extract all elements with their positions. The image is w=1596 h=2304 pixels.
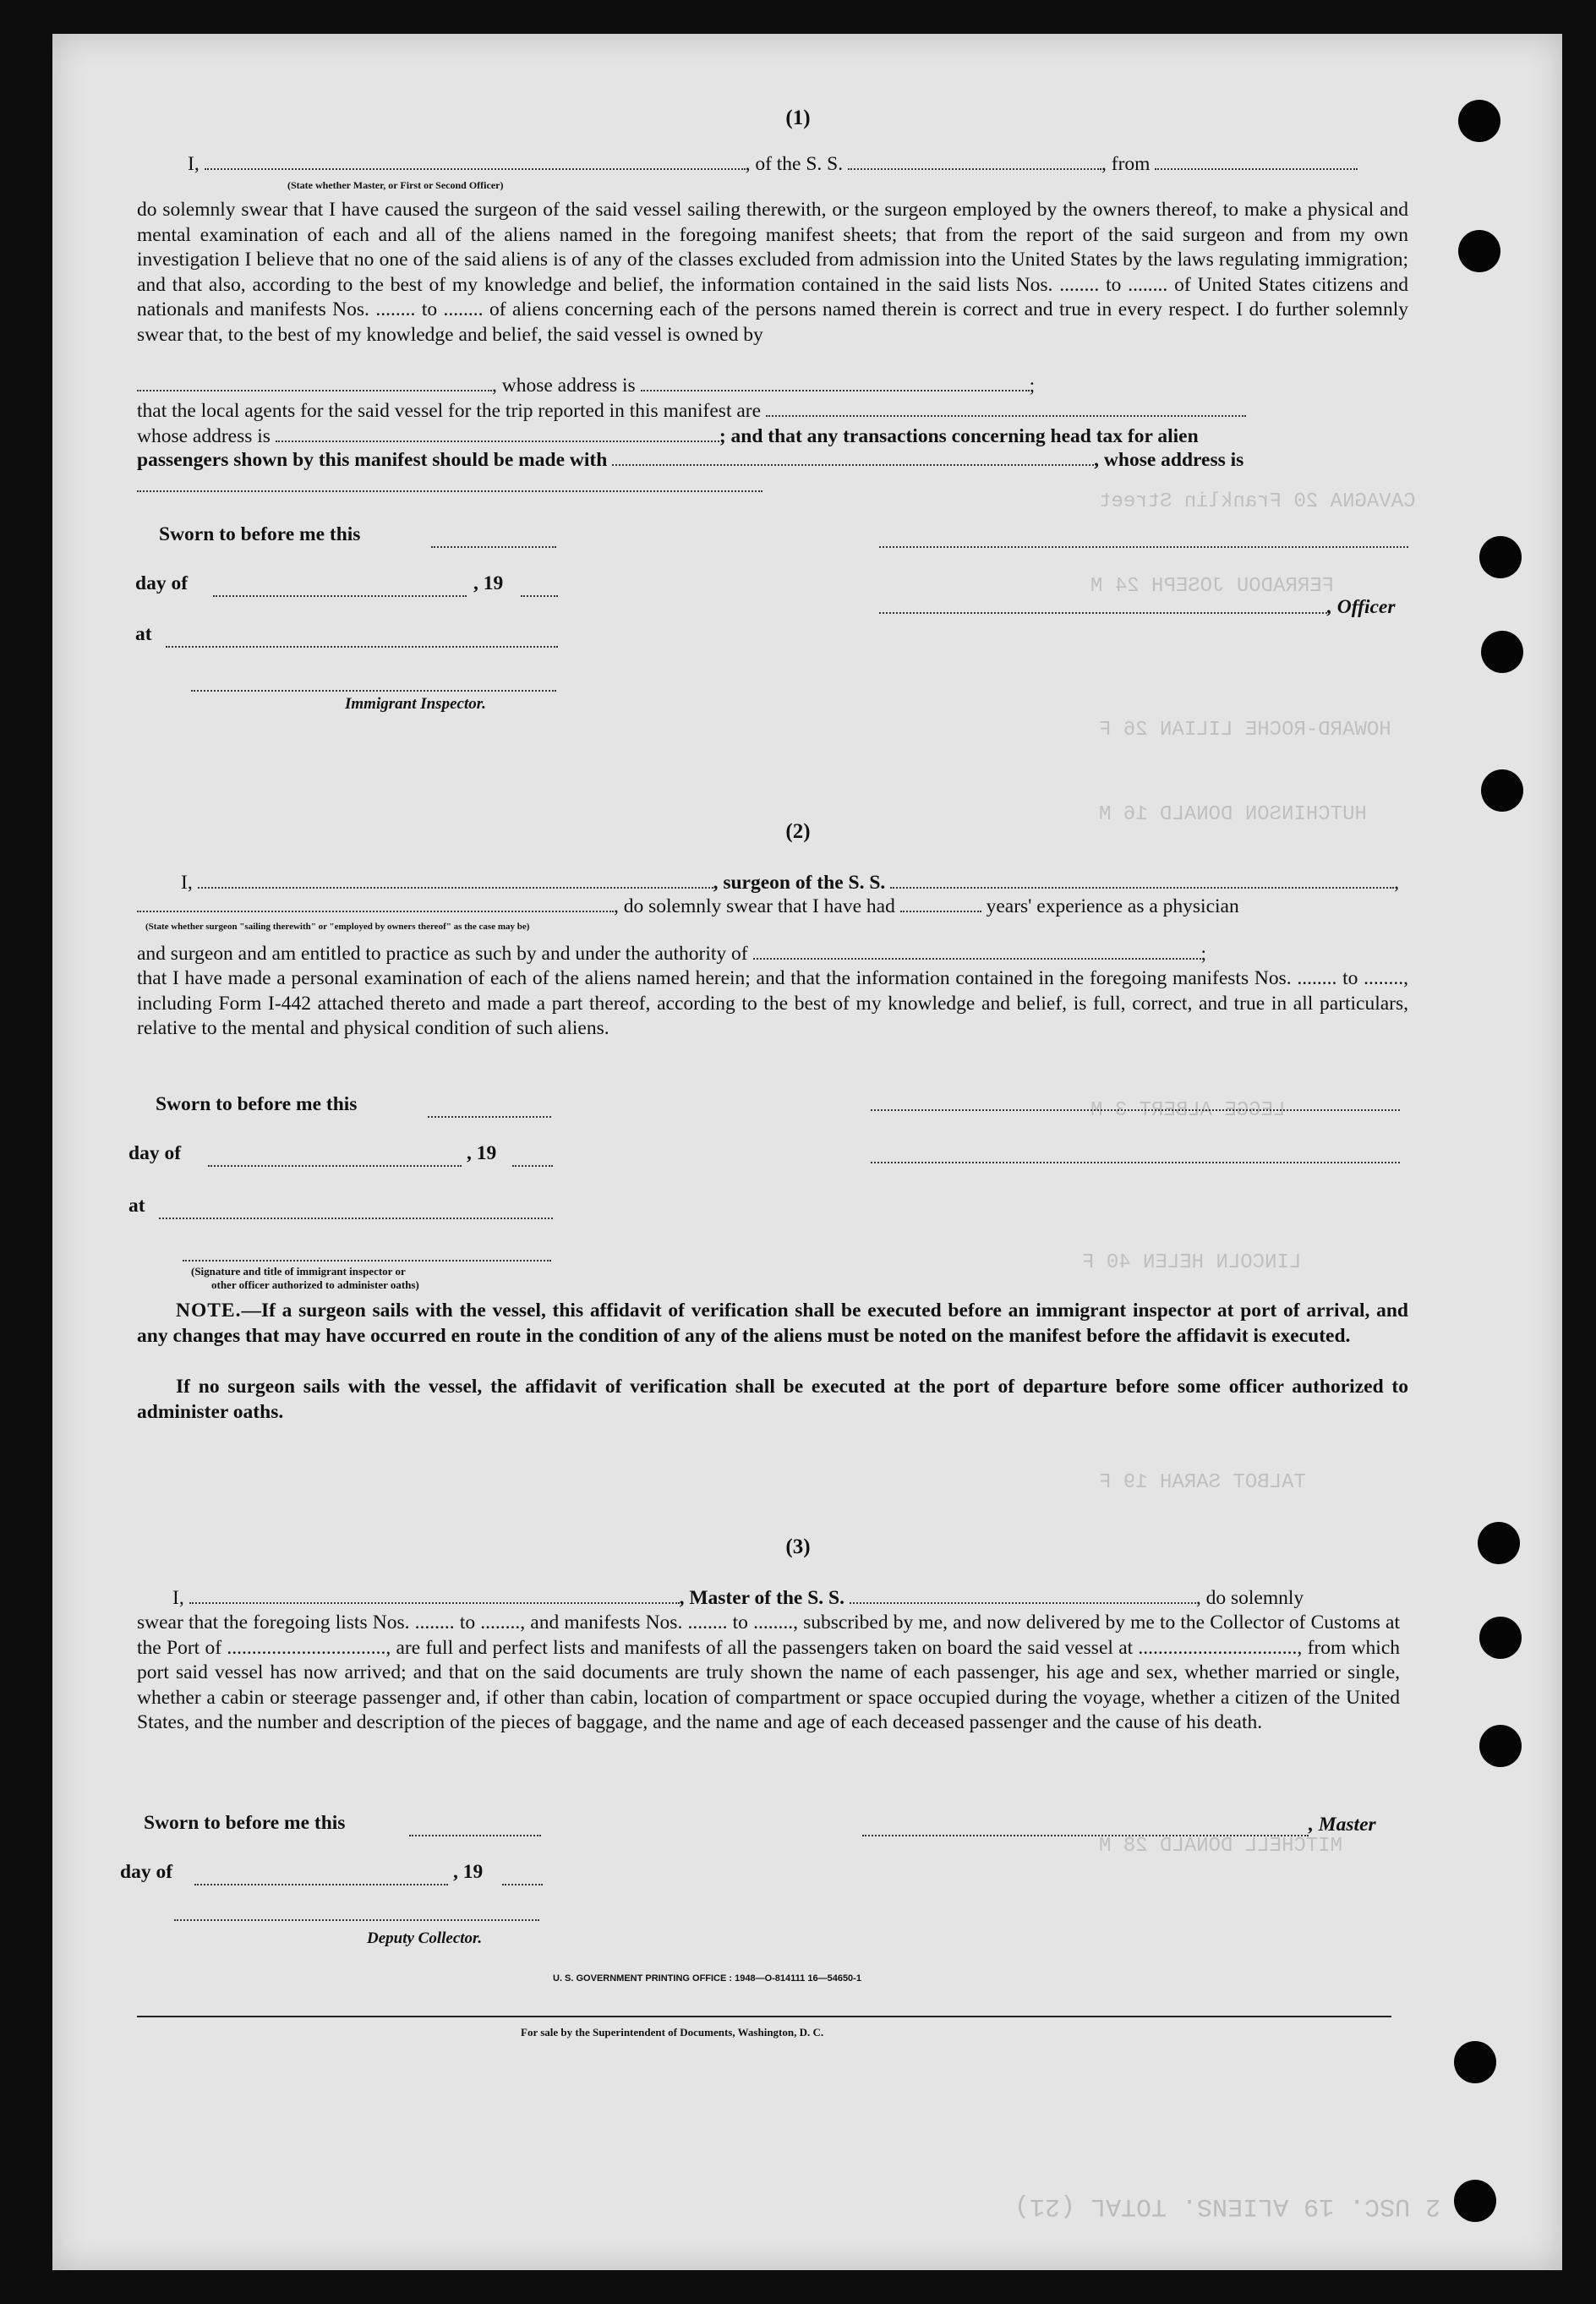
section-1-number: (1) (785, 107, 811, 129)
section-3-paragraph: swear that the foregoing lists Nos. ........ to ........, and manifests Nos. ........ to ........, subscribed by me, and now delivered by me to the Collector of Customs at the Port of ................................, are full and perfect lists and manifests of all the passengers taken on board the said vessel at ................................, from which port said vessel has now arrived; and that on the said documents are truly shown the name of each passenger, his age and sex, whether married or single, whether a cabin or steerage passenger and, if other than cabin, location of compartment or space occupied during the voyage, whether a citizen of the United States, and the number and description of the pieces of baggage, and the name and age of each deceased passenger and the cause of his death. (137, 1612, 1400, 1734)
role-note: (State whether Master, or First or Second Officer) (287, 179, 504, 191)
section-1-paragraph: do solemnly swear that I have caused the surgeon of the said vessel sailing therewith, or the surgeon employed by the owners thereof, to make a physical and mental examination of each and all of the aliens named in the foregoing manifest sheets; that from the report of the said surgeon and from my own investigation I believe that no one of the said aliens is of any of the classes excluded from admission into the United States by the laws regulating immigration; and that also, according to the best of my knowledge and belief, the information contained in the said lists Nos. ........ to ........ of United States citizens and nationals and manifests Nos. ........ to ........ of aliens concerning each of the persons named therein is correct and true in every respect. I do further solemnly swear that, to the best of my knowledge and belief, the said vessel is owned by (137, 199, 1408, 346)
officer-title-line[interactable] (879, 612, 1327, 614)
section-2-line-1: I, , surgeon of the S. S. , (181, 872, 1400, 894)
section-3-line-1: I, , Master of the S. S. , do solemnly (172, 1587, 1304, 1609)
head-tax-line: whose address is ; and that any transactions concerning head tax for alien (137, 425, 1199, 447)
authority-line: and surgeon and am entitled to practice as such by and under the authority of ; (137, 943, 1207, 965)
binder-hole (1479, 536, 1522, 578)
sig-note-1: (Signature and title of immigrant inspector or (191, 1265, 406, 1278)
oath-officer-signature-line[interactable] (183, 1260, 551, 1261)
binder-hole (1458, 230, 1500, 272)
day-of-3: day of (120, 1861, 173, 1883)
binder-hole (1479, 1725, 1522, 1767)
deputy-label: Deputy Collector. (367, 1929, 483, 1947)
master-signature-line[interactable] (862, 1835, 1309, 1836)
agents-address-field[interactable] (276, 441, 719, 442)
form-page (52, 34, 1562, 2270)
passengers-line: passengers shown by this manifest should be made with , whose address is (137, 449, 1244, 471)
footer-rule (137, 2016, 1391, 2017)
day-1-field[interactable] (213, 595, 467, 597)
at-2: at (128, 1195, 145, 1217)
bleed-through: HOWARD-ROCHE LILIAN 26 F (1099, 719, 1391, 742)
binder-hole (1454, 2180, 1496, 2222)
surgeon-name-field[interactable] (198, 887, 713, 889)
year-2-field[interactable] (512, 1165, 553, 1167)
note-paragraph-2: If no surgeon sails with the vessel, the affidavit of verification shall be executed at the port of departure before some officer authorized to administer oaths. (137, 1376, 1408, 1423)
years-experience-field[interactable] (900, 911, 981, 912)
bleed-through: LEGGE ALBERT 3 M (1090, 1099, 1286, 1122)
officer-label: , Officer (1327, 596, 1396, 618)
officer-signature-line[interactable] (879, 546, 1408, 548)
section-3-number: (3) (785, 1535, 811, 1558)
bleed-through: TALBOT SARAH 19 F (1099, 1471, 1306, 1494)
year-2: , 19 (467, 1142, 497, 1164)
agents-field[interactable] (766, 415, 1246, 417)
owner-field[interactable] (137, 390, 492, 391)
section-2-number: (2) (785, 820, 811, 843)
bleed-through: CAVAGNA 20 Franklin Street (1099, 490, 1416, 513)
sig-note-2: other officer authorized to administer oaths) (211, 1278, 419, 1291)
port-from-field[interactable] (1155, 168, 1358, 170)
surgeon-title-line[interactable] (871, 1162, 1400, 1163)
at-1: at (135, 623, 152, 645)
inspector-signature-line[interactable] (191, 690, 556, 692)
year-3-field[interactable] (502, 1884, 543, 1885)
section-2-paragraph: that I have made a personal examination of each of the aliens named herein; and that the information contained in the foregoing manifests Nos. ........ to ........, including Form I-442 attached thereto and made a part thereof, according to the best of my knowledge and belief, is full, correct, and true in all particulars, relative to the mental and physical condition of such aliens. (137, 967, 1408, 1040)
day-of-2: day of (128, 1142, 182, 1164)
ship-name-field[interactable] (848, 168, 1101, 170)
surgeon-ship-field[interactable] (890, 887, 1394, 889)
at-2-field[interactable] (159, 1218, 553, 1219)
sworn-3-field[interactable] (409, 1835, 541, 1836)
day-3-field[interactable] (194, 1884, 448, 1885)
bleed-through: HUTCHINSON DONALD 16 M (1099, 803, 1367, 826)
authority-field[interactable] (753, 958, 1201, 960)
binder-hole (1481, 769, 1523, 812)
officer-name-field[interactable] (205, 168, 746, 170)
binder-hole (1454, 2041, 1496, 2083)
sworn-2: Sworn to before me this (156, 1093, 358, 1115)
master-ship-field[interactable] (850, 1602, 1196, 1604)
year-1: , 19 (473, 572, 504, 594)
section-2-line-2: , do solemnly swear that I have had years' experience as a physician (137, 895, 1239, 920)
gpo-imprint: U. S. GOVERNMENT PRINTING OFFICE : 1948—O-814111 16—54650-1 (553, 1973, 861, 1984)
deputy-signature-line[interactable] (174, 1919, 539, 1921)
year-1-field[interactable] (521, 595, 558, 597)
day-2-field[interactable] (208, 1165, 462, 1167)
sworn-1: Sworn to before me this (159, 523, 361, 545)
bleed-through: FERRADOU JOSEPH 24 M (1090, 575, 1335, 598)
inspector-label: Immigrant Inspector. (345, 695, 486, 713)
head-tax-address-field[interactable] (137, 490, 762, 492)
surgeon-signature-line[interactable] (871, 1109, 1400, 1111)
section-1-line-1: I, , of the S. S. , from (188, 152, 1413, 178)
master-label: , Master (1309, 1814, 1376, 1836)
binder-hole (1479, 1617, 1522, 1659)
year-3: , 19 (453, 1861, 484, 1883)
owner-address-line: , whose address is ; (137, 374, 1408, 399)
bleed-through: MITCHELL DONALD 28 M (1099, 1835, 1343, 1858)
sworn-3: Sworn to before me this (144, 1812, 346, 1834)
day-of-1: day of (135, 572, 189, 594)
bottom-strip-text: 2 USC. 19 ALIENS. TOTAL (21) (1014, 2192, 1441, 2220)
note-paragraph-1: NOTE.—If a surgeon sails with the vessel, this affidavit of verification shall be executed before an immigrant inspector at port of arrival, and any changes that may have occurred en route in the condition of any of the aliens must be noted on the manifest before the affidavit is executed. (137, 1300, 1408, 1347)
bleed-through: LINCOLN HELEN 40 F (1082, 1251, 1302, 1274)
sworn-2-field[interactable] (428, 1116, 551, 1118)
surgeon-role-field[interactable] (137, 911, 614, 912)
sworn-1-field[interactable] (431, 546, 556, 548)
agents-line: that the local agents for the said vessel for the trip reported in this manifest are (137, 399, 1246, 424)
binder-hole (1481, 631, 1523, 673)
sale-notice: For sale by the Superintendent of Documents, Washington, D. C. (521, 2026, 824, 2039)
master-name-field[interactable] (189, 1602, 680, 1604)
owner-address-field[interactable] (641, 390, 1030, 391)
head-tax-party-field[interactable] (612, 464, 1094, 466)
surgeon-note: (State whether surgeon "sailing therewith" or "employed by owners thereof" as the case may be) (145, 922, 530, 932)
at-1-field[interactable] (166, 646, 558, 648)
